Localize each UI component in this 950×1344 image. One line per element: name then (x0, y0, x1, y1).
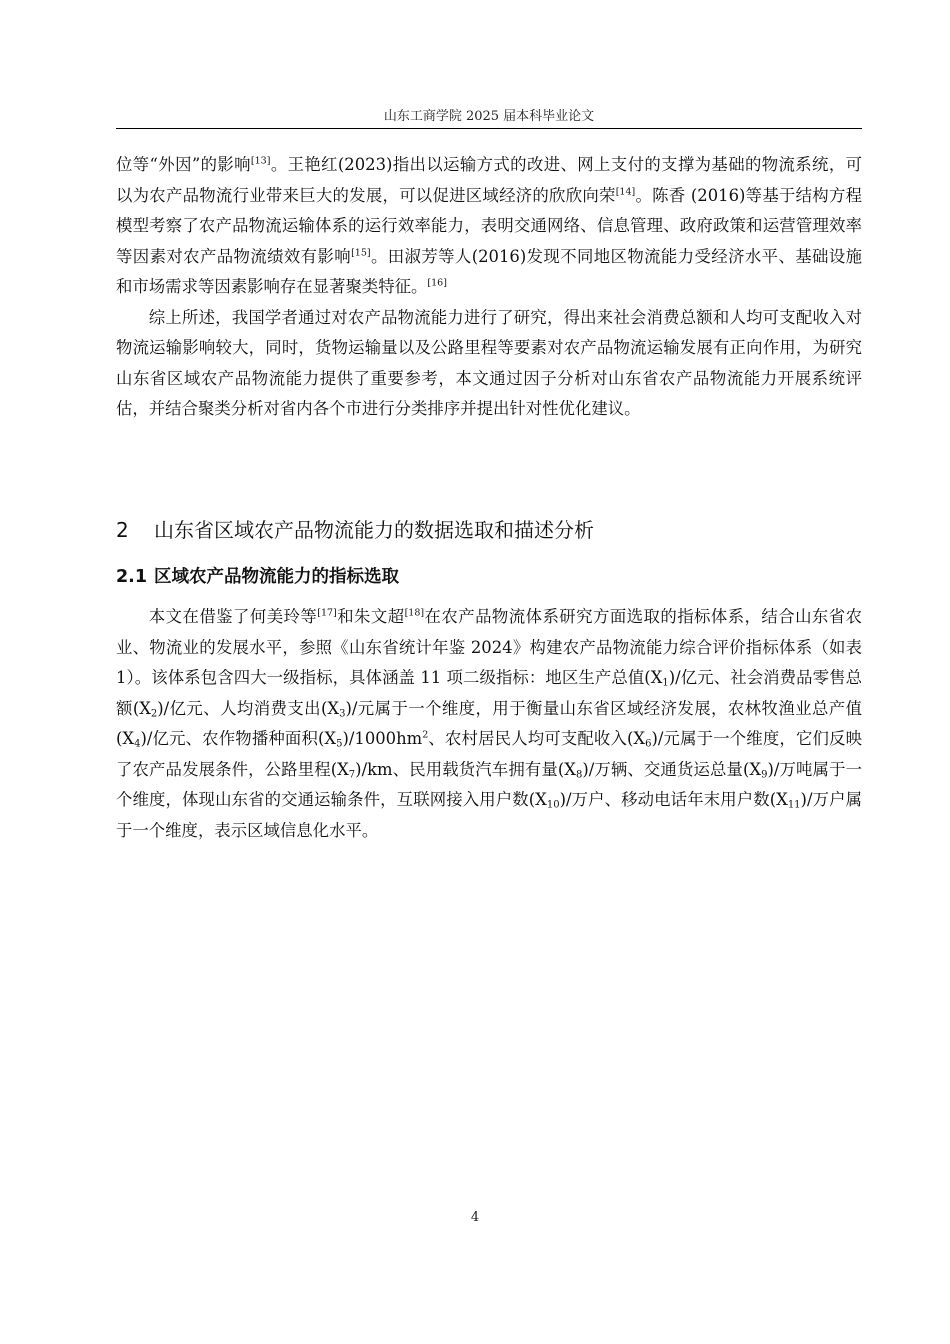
text-span: 。陈香 (2016)等基于结构方程模型考察了农产品物流运输体系的运行效率能力，表明交通网络、信息管理、政府政策和运营管理效率等因素对农产品物流绩效有影响 (116, 185, 863, 266)
subscript: 8 (575, 769, 583, 780)
section-number: 2 (116, 518, 129, 542)
section-heading-2 (116, 513, 862, 547)
citation-ref: [16] (427, 277, 447, 289)
subscript: 10 (546, 799, 560, 811)
header-rule (116, 128, 862, 129)
text-span: 和朱文超 (336, 607, 405, 626)
text-span: )/km、民用载货汽车拥有量(X (355, 759, 576, 779)
text-span: 。田淑芳等人(2016)发现不同地区物流能力受经济水平、基础设施和市场需求等因素影响存在显著聚类特征。 (116, 246, 862, 296)
text-span: )/元属于一个维度，它们反映了农产品发展条件，公路里程(X (116, 729, 862, 779)
text-span: 、农村居民人均可支配收入(X (428, 729, 646, 748)
paragraph-indicator-selection (116, 602, 862, 846)
citation-ref: [13] (250, 155, 271, 167)
text-span: 本文在借鉴了何美玲等 (148, 607, 318, 626)
subscript: 7 (348, 769, 356, 780)
section-title: 山东省区域农产品物流能力的数据选取和描述分析 (154, 518, 594, 542)
paragraph-summary: 综上所述，我国学者通过对农产品物流能力进行了研究，得出来社会消费总额和人均可支配收入对物流运输影响较大，同时，货物运输量以及公路里程等要素对农产品物流运输发展有正向作用，为研究山东省区域农产品物流能力提供了重要参考，本文通过因子分析对山东省农产品物流能力开展系统评估，并结合聚类分析对省内各个市进行分类排序并提出针对性优化建议。 (116, 307, 862, 418)
text-span: 位等“外因”的影响 (116, 155, 251, 174)
citation-ref: [15] (351, 246, 371, 258)
citation-ref: [14] (615, 185, 636, 197)
paragraph-literature-continued (116, 150, 862, 303)
text-span: )/万吨属于一个维度，体现山东省的交通运输条件，互联网接入用户数(X (116, 759, 862, 809)
text-span: 在农产品物流体系研究方面选取的指标体系，结合山东省农业、物流业的发展水平，参照《山东省统计年鉴 2024》构建农产品物流能力综合评价指标体系（如表 1）。该体系包含四大一级指标，具体涵盖 11 项二级指标：地区生产总值(X (116, 607, 863, 687)
superscript: 2 (422, 729, 429, 741)
text-span: )/万户、移动电话年末用户数(X (559, 790, 788, 809)
text-span: )/万户属于一个维度，表示区域信息化水平。 (116, 790, 862, 840)
text-span: )/亿元、人均消费支出(X (157, 698, 340, 718)
subscript: 2 (150, 708, 158, 719)
subscript: 11 (787, 799, 801, 811)
text-span: )/1000hm (342, 729, 423, 748)
subscript: 9 (761, 769, 768, 780)
text-span: )/万辆、交通货运总量(X (582, 759, 762, 779)
citation-ref: [17] (317, 607, 337, 619)
subscript: 1 (662, 677, 669, 689)
text-span: )/亿元、社会消费品零售总额(X (116, 668, 862, 718)
subsection-number: 2.1 (116, 567, 148, 587)
body-text-bottom (116, 602, 862, 846)
text-span: )/亿元、农作物播种面积(X (140, 729, 337, 748)
subsection-title: 区域农产品物流能力的指标选取 (154, 567, 399, 587)
running-header: 山东工商学院 2025 届本科毕业论文 (383, 109, 595, 124)
subscript: 5 (336, 738, 343, 750)
subscript: 3 (339, 708, 346, 719)
text-span: 。王艳红(2023)指出以运输方式的改进、网上支付的支撑为基础的物流系统，可以为农产品物流行业带来巨大的发展，可以促进区域经济的欣欣向荣 (116, 155, 862, 205)
subscript: 4 (134, 738, 141, 750)
subsection-heading-2-1 (116, 562, 862, 592)
subscript: 6 (645, 738, 652, 750)
text-span: )/元属于一个维度，用于衡量山东省区域经济发展，农林牧渔业总产值(X (116, 698, 862, 748)
citation-ref: [18] (404, 607, 425, 619)
page-number: 4 (470, 1210, 480, 1225)
body-text-top (116, 150, 862, 425)
